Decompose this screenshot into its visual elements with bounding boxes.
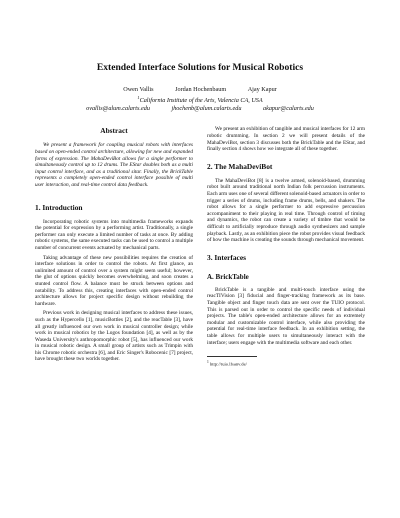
footnote-link[interactable]: http://tuio.lfsanv.de/ <box>209 361 247 367</box>
right-column <box>207 126 365 367</box>
affiliation-text: California Institute of the Arts, Valencia CA, USA <box>139 96 263 104</box>
author-email: akapur@calarts.edu <box>262 104 314 112</box>
bricktable-paragraph: BrickTable is a tangible and multi-touch interface using the reacTIVision [3] fiducial and finger-tracking framework as its base. Tangible object and finger touch data are sent over the TUIO protocol. This is parsed out in order to control the specific needs of individual projects. The table's open-ended architecture allows for an extremely modular and customizable control interface, while also providing the potential for real-time interface feedback. In an exhibition setting, the table allows for multiple users to simultaneously interact with the interface; users engage with the multimedia software and each other. <box>207 286 365 346</box>
footnote-mark: 1 <box>207 360 209 365</box>
interfaces-heading: 3. Interfaces <box>207 252 246 262</box>
author-emails <box>35 105 365 113</box>
author-affiliation <box>35 94 365 105</box>
intro-continuation: We present an exhibition of tangible and musical interfaces for 12 arm robotic drumming. In section 2 we will present details of the MahaDeviBot, section 3 discusses both the BrickTable and the EStar, and finally section 4 shows how we integrate all of these together. <box>207 126 365 153</box>
two-column-body <box>35 126 365 367</box>
introduction-paragraph: Taking advantage of these new possibilities requires the creation of interface solutions in order to control the robots. At first glance, an unlimited amount of control over a system might seem useful; however, the glut of options quickly becomes overwhelming, and soon creates a stunted control flow. A balance must be struck between options and notability. To address this, creating interfaces with open-ended control architecture allows for project specific design without rebuilding the hardware. <box>35 254 193 307</box>
bricktable-subheading: A. BrickTable <box>207 272 249 281</box>
affiliation-mark: 1 <box>137 94 140 100</box>
paper-title: Extended Interface Solutions for Musical Robotics <box>96 62 304 73</box>
author-block <box>35 86 365 112</box>
abstract-text: We present a framework for coupling musical robots with interfaces based on open-ended control architecture, allowing for new and expanded forms of expression. The MahaDeviBot allows for a single performer to simultaneously control up to 12 drums. The EStar doubles both as a multi input control interface, and as a traditional sitar. Finally, the BrickTable represents a completely open-ended control interface possible of multi user interaction, and real-time control data feedback. <box>35 142 193 189</box>
author-name: Ajay Kapur <box>247 86 277 93</box>
introduction-paragraph: Incorporating robotic systems into multimedia frameworks expands the potential for expression by a performing artist. Traditionally, a single performer can only execute a limited number of tasks at once. By adding robotic systems, the same executed tasks can be used to control a multiple number of concurrent events actuated by mechanical parts. <box>35 218 193 251</box>
author-name: Jordan Hochenbaum <box>175 86 227 93</box>
author-name: Owen Vallis <box>123 86 154 93</box>
mahadevibot-heading: 2. The MahaDeviBot <box>207 161 273 171</box>
mahadevibot-paragraph: The MahaDeviBot [8] is a twelve armed, solenoid-based, drumming robot built around traditional north Indian folk percussion instruments. Each arm uses one of several different solenoid-based actuators in order to trigger a series of drums, including frame drums, bells, and shakers. The robot allows for a single performer to add expressive percussion accompaniment to their playing in real time. Through control of timing and dynamics, the robot can create a variety of timbre that would be difficult to artificially reproduce through audio synthesizers and sample playback. Lastly, as an exhibition piece the robot provides visual feedback of how the machine is creating the sounds through mechanical movement. <box>207 177 366 244</box>
footnote <box>207 359 365 368</box>
introduction-heading: 1. Introduction <box>35 202 83 212</box>
abstract-heading: Abstract <box>100 126 128 136</box>
author-names <box>35 86 365 94</box>
left-column <box>35 126 193 367</box>
footnote-divider <box>207 356 257 357</box>
author-email: ovallis@alum.calarts.edu <box>86 104 150 112</box>
introduction-paragraph: Previous work in designing musical interfaces to address these issues, such as the Hypercello [1], musicBottles [2], and the reacTable [3], have all greatly influenced our own work in musical controller design; while work in musical robotics by the Logos foundation [4], as well as by the Waseda University's anthropomorphic robot [5], has influenced our work in musical robotic design. A small group of artists such as Trimpin with his Chrome robotic orchestra [6], and Eric Singer's Robocenic [7] project, have brought these two worlds together. <box>35 310 193 363</box>
author-email: jhochenb@alum.calarts.edu <box>171 104 242 112</box>
